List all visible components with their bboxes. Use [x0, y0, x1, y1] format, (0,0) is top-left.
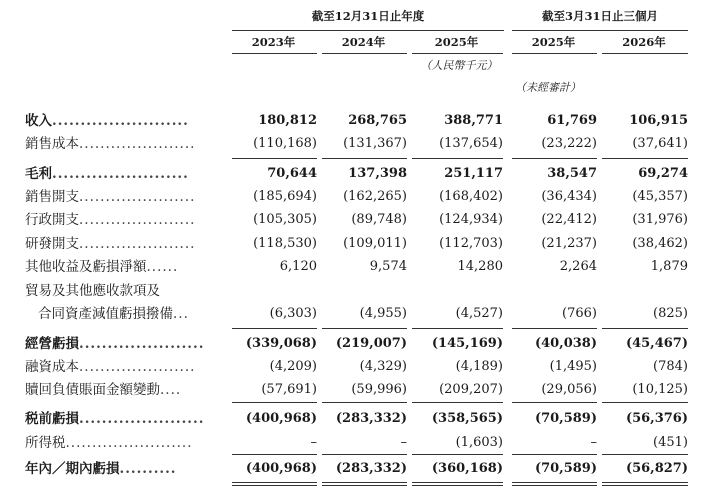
table-row: [0, 303, 711, 325]
rule-total-double-1-4: [602, 482, 688, 483]
row-value-col-2: (4,189): [455, 359, 503, 374]
row-label-text: 銷售成本: [25, 136, 79, 152]
rule-after-income-tax-0: [232, 454, 317, 455]
table-row: [0, 458, 711, 480]
row-value-col-1: (283,332): [335, 411, 407, 426]
row-label: [25, 408, 204, 430]
row-label-text: 銷售開支: [25, 189, 79, 205]
row-label-text: 贖回負債賬面金額變動: [25, 382, 160, 398]
row-value-col-3: (21,237): [541, 236, 597, 251]
table-row: [0, 110, 711, 132]
row-value-col-3: –: [590, 435, 597, 450]
row-value-col-4: (825): [653, 306, 688, 321]
group-header-year-ended-dec-31: 截至12月31日止年度: [311, 9, 425, 23]
rule-after-impairment-0: [232, 328, 317, 329]
row-value-col-3: (40,038): [534, 336, 597, 351]
row-value-col-0: 70,644: [267, 166, 317, 181]
row-value-col-4: (45,357): [632, 189, 688, 204]
row-value-col-3: 2,264: [559, 259, 597, 274]
row-value-col-3: (22,412): [541, 212, 597, 227]
rule-total-double-2-2: [412, 485, 503, 486]
leader-dots: ......................: [79, 236, 196, 252]
rule-after-redemption-2: [412, 402, 503, 403]
year-rule-4: [602, 53, 688, 54]
row-label: [38, 303, 189, 325]
row-value-col-3: (70,589): [534, 411, 597, 426]
table-row: [0, 408, 711, 430]
table-row: [0, 186, 711, 208]
row-value-col-2: (1,603): [455, 435, 503, 450]
row-label-text: 税前虧損: [25, 411, 79, 427]
row-label: [25, 256, 178, 278]
year-header-2024: 2024年: [341, 35, 386, 49]
row-value-col-2: (358,565): [431, 411, 503, 426]
row-value-col-2: (145,169): [431, 336, 503, 351]
row-value-col-3: (23,222): [541, 136, 597, 151]
leader-dots: ..........: [119, 461, 177, 477]
rule-total-double-1-3: [512, 482, 597, 483]
rule-after-cost-of-sales-4: [602, 158, 688, 159]
rule-after-income-tax-1: [322, 454, 407, 455]
row-value-col-0: (6,303): [269, 306, 317, 321]
rule-after-income-tax-2: [412, 454, 503, 455]
leader-dots: ......................: [79, 336, 205, 352]
rule-after-cost-of-sales-0: [232, 158, 317, 159]
table-row: [0, 256, 711, 278]
row-value-col-4: (10,125): [632, 382, 688, 397]
leader-dots: ........................: [65, 435, 193, 451]
rule-after-impairment-4: [602, 328, 688, 329]
leader-dots: ...: [173, 306, 189, 322]
group-header-rule-1: [232, 30, 504, 31]
row-value-col-1: (162,265): [343, 189, 407, 204]
row-label-text: 貿易及其他應收款項及: [25, 283, 160, 299]
row-label: [25, 110, 189, 132]
row-value-col-0: [230, 280, 317, 302]
row-value-col-1: (4,955): [359, 306, 407, 321]
row-label: [25, 458, 177, 480]
row-value-col-0: (185,694): [253, 189, 317, 204]
table-row: [0, 233, 711, 255]
year-header-2025-q1: 2025年: [531, 35, 576, 49]
row-value-col-4: (451): [653, 435, 688, 450]
row-value-col-0: 180,812: [258, 113, 317, 128]
row-value-col-4: 106,915: [629, 113, 688, 128]
row-value-col-1: (283,332): [335, 461, 407, 476]
rule-after-income-tax-4: [602, 454, 688, 455]
row-value-col-3: (1,495): [549, 359, 597, 374]
row-value-col-0: 6,120: [279, 259, 317, 274]
row-label: [25, 356, 195, 378]
row-label-text: 行政開支: [25, 212, 79, 228]
row-value-col-4: (37,641): [632, 136, 688, 151]
table-row: [0, 333, 711, 355]
group-header-three-months-mar-31: 截至3月31日止三個月: [541, 9, 658, 23]
leader-dots: ......................: [79, 411, 205, 427]
row-value-col-3: (29,056): [541, 382, 597, 397]
rule-total-double-2-3: [512, 485, 597, 486]
rule-after-cost-of-sales-2: [412, 158, 503, 159]
row-label-text: 年內／期內虧損: [25, 461, 120, 477]
row-value-col-1: (219,007): [335, 336, 407, 351]
row-value-col-3: 61,769: [547, 113, 597, 128]
row-label: [25, 432, 193, 454]
table-row: [0, 133, 711, 155]
row-value-col-1: –: [400, 435, 407, 450]
row-value-col-1: (89,748): [351, 212, 407, 227]
rule-total-double-1-2: [412, 482, 503, 483]
row-label: [25, 379, 181, 401]
row-value-col-4: 69,274: [638, 166, 688, 181]
row-label-text: 毛利: [25, 166, 52, 182]
rule-after-impairment-1: [322, 328, 407, 329]
row-value-col-1: (59,996): [351, 382, 407, 397]
table-row: [0, 432, 711, 454]
row-value-col-0: (4,209): [269, 359, 317, 374]
row-value-col-4: (45,467): [625, 336, 688, 351]
row-value-col-2: (137,654): [439, 136, 503, 151]
row-value-col-3: (766): [562, 306, 597, 321]
leader-dots: ........................: [52, 166, 189, 182]
group-header-rule-2: [512, 30, 688, 31]
unaudited-note: （未經審計）: [515, 81, 581, 94]
leader-dots: ........................: [52, 113, 189, 129]
row-value-col-2: 251,117: [444, 166, 503, 181]
row-value-col-4: (31,976): [632, 212, 688, 227]
row-label-text: 收入: [25, 113, 52, 129]
row-label-text: 所得税: [25, 435, 66, 451]
leader-dots: ......................: [79, 212, 196, 228]
rule-after-redemption-1: [322, 402, 407, 403]
row-value-col-3: 38,547: [547, 166, 597, 181]
rule-after-impairment-2: [412, 328, 503, 329]
leader-dots: ......................: [79, 189, 196, 205]
row-value-col-1: (109,011): [343, 236, 407, 251]
row-label-text: 合同資產減值虧損撥備: [38, 306, 173, 322]
unit-note: （人民幣千元）: [420, 59, 498, 72]
row-value-col-1: 137,398: [348, 166, 407, 181]
leader-dots: ......: [146, 259, 179, 275]
row-value-col-0: (110,168): [253, 136, 317, 151]
row-value-col-2: 14,280: [457, 259, 503, 274]
row-label-text: 融資成本: [25, 359, 79, 375]
row-value-col-2: (360,168): [431, 461, 503, 476]
row-value-col-0: –: [310, 435, 317, 450]
rule-total-double-2-0: [232, 485, 317, 486]
row-label: [25, 233, 195, 255]
row-value-col-0: (339,068): [245, 336, 317, 351]
row-value-col-0: (400,968): [245, 461, 317, 476]
row-label-text: 其他收益及虧損淨額: [25, 259, 147, 275]
row-value-col-3: (70,589): [534, 461, 597, 476]
row-value-col-4: (784): [653, 359, 688, 374]
row-value-col-0: (105,305): [253, 212, 317, 227]
table-row: [0, 356, 711, 378]
rule-total-double-2-4: [602, 485, 688, 486]
rule-total-double-1-0: [232, 482, 317, 483]
row-label: [25, 163, 189, 185]
row-value-col-1: (131,367): [343, 136, 407, 151]
row-label-text: 研發開支: [25, 236, 79, 252]
rule-after-redemption-3: [512, 402, 597, 403]
row-value-col-1: (4,329): [359, 359, 407, 374]
row-label-text: 經營虧損: [25, 336, 79, 352]
year-header-2026-q1: 2026年: [622, 35, 666, 49]
row-value-col-2: (112,703): [439, 236, 503, 251]
rule-after-impairment-3: [512, 328, 597, 329]
row-value-col-4: (56,376): [625, 411, 688, 426]
year-header-2023: 2023年: [251, 35, 296, 49]
rule-after-redemption-4: [602, 402, 688, 403]
row-value-col-2: 388,771: [444, 113, 503, 128]
row-value-col-0: (400,968): [245, 411, 317, 426]
row-label: [25, 333, 204, 355]
row-label: [25, 186, 195, 208]
row-value-col-3: [510, 280, 597, 302]
year-rule-3: [512, 53, 597, 54]
row-value-col-2: [410, 280, 503, 302]
rule-after-cost-of-sales-1: [322, 158, 407, 159]
row-value-col-2: (4,527): [455, 306, 503, 321]
table-row: [0, 280, 711, 302]
row-value-col-2: (209,207): [439, 382, 503, 397]
row-label: [25, 209, 195, 231]
row-value-col-4: [600, 280, 688, 302]
table-row: [0, 209, 711, 231]
rule-after-redemption-0: [232, 402, 317, 403]
leader-dots: ......................: [79, 136, 196, 152]
leader-dots: ....: [160, 382, 182, 398]
table-row: [0, 379, 711, 401]
row-value-col-0: (57,691): [261, 382, 317, 397]
row-value-col-3: (36,434): [541, 189, 597, 204]
rule-total-double-2-1: [322, 485, 407, 486]
rule-after-cost-of-sales-3: [512, 158, 597, 159]
rule-after-income-tax-3: [512, 454, 597, 455]
year-rule-1: [322, 53, 407, 54]
row-value-col-2: (168,402): [439, 189, 503, 204]
year-header-2025: 2025年: [434, 35, 479, 49]
row-value-col-4: (56,827): [625, 461, 688, 476]
row-value-col-1: 268,765: [348, 113, 407, 128]
year-rule-2: [412, 53, 503, 54]
row-value-col-4: 1,879: [650, 259, 688, 274]
row-value-col-1: [320, 280, 407, 302]
rule-total-double-1-1: [322, 482, 407, 483]
row-value-col-0: (118,530): [253, 236, 317, 251]
row-value-col-4: (38,462): [632, 236, 688, 251]
row-label: [25, 280, 160, 302]
table-row: [0, 163, 711, 185]
year-rule-0: [232, 53, 317, 54]
row-label: [25, 133, 195, 155]
row-value-col-2: (124,934): [439, 212, 503, 227]
leader-dots: ......................: [79, 359, 196, 375]
row-value-col-1: 9,574: [369, 259, 407, 274]
